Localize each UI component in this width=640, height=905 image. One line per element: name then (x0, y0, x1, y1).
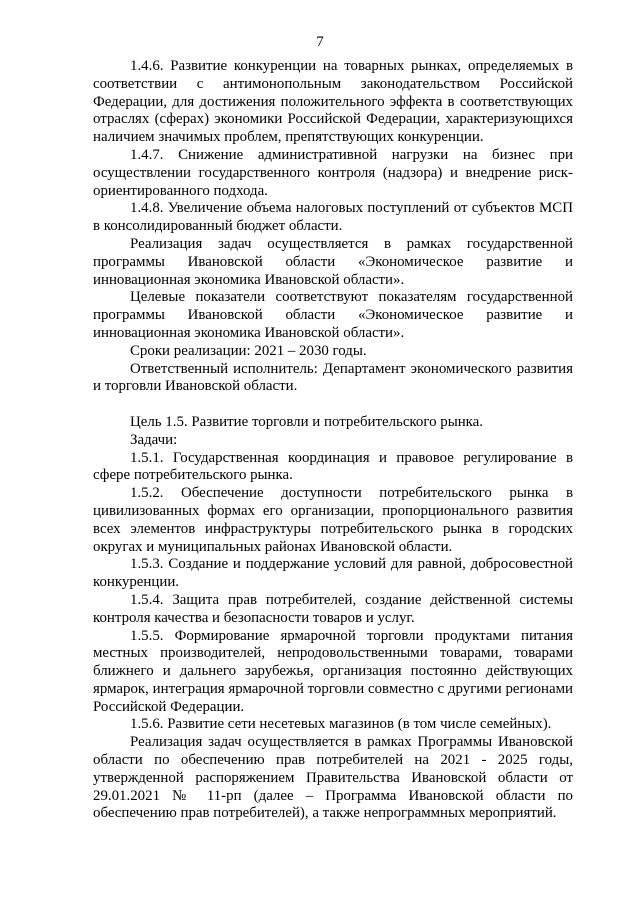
section-gap (93, 396, 573, 414)
page-number: 7 (316, 34, 324, 50)
document-body (93, 58, 573, 823)
paragraph-1-5-5: 1.5.5. Формирование ярмарочной торговли продуктами питания местных производителей, непродовольственными товарами, товарами ближнего и дальнего зарубежья, организация постоянно действующих ярмарок, интеграция ярмарочной торговли совместно с другими регионами Российской Федерации. (93, 627, 573, 715)
paragraph-timeline: Сроки реализации: 2021 – 2030 годы. (130, 342, 367, 359)
goal-heading: Цель 1.5. Развитие торговли и потребительского рынка. (130, 413, 484, 430)
paragraph-1-5-2: 1.5.2. Обеспечение доступности потребительского рынка в цивилизованных формах его организации, пропорционального развития всех элементов инфраструктуры потребительского рынка в городских округах и муниципальных районах Ивановской области. (93, 485, 573, 555)
paragraph-1-4-8: 1.4.8. Увеличение объема налоговых поступлений от субъектов МСП в консолидированный бюджет области. (93, 200, 573, 235)
paragraph-1-4-6: 1.4.6. Развитие конкуренции на товарных рынках, определяемых в соответствии с антимонопольным законодательством Российской Федерации, для достижения положительного эффекта в соответствующих отраслях (сферах) экономики Российской Федерации, характеризующихся наличием значимых проблем, препятствующих конкуренции. (93, 58, 573, 146)
paragraph-implementation: Реализация задач осуществляется в рамках государственной программы Ивановской области «Экономическое развитие и инновационная экономика Ивановской области». (93, 235, 573, 288)
paragraph-1-4-7: 1.4.7. Снижение административной нагрузки на бизнес при осуществлении государственного контроля (надзора) и внедрение риск-ориентированного подхода. (93, 146, 573, 199)
paragraph-consumer-program: Реализация задач осуществляется в рамках Программы Ивановской области по обеспечению прав потребителей на 2021 - 2025 годы, утвержденной распоряжением Правительства Ивановской области от 29.01.2021 № 11-рп (далее – Программа Ивановской области по обеспечению прав потребителей), а также непрограммных мероприятий. (93, 734, 573, 822)
paragraph-1-5-4: 1.5.4. Защита прав потребителей, создание действенной системы контроля качества и безопасности товаров и услуг. (93, 591, 573, 626)
paragraph-1-5-6: 1.5.6. Развитие сети несетевых магазинов (в том числе семейных). (130, 716, 552, 733)
paragraph-target-indicators: Целевые показатели соответствуют показателям государственной программы Ивановской области «Экономическое развитие и инновационная экономика Ивановской области». (93, 289, 573, 341)
paragraph-1-5-3: 1.5.3. Создание и поддержание условий для равной, добросовестной конкуренции. (93, 556, 573, 591)
paragraph-1-5-1: 1.5.1. Государственная координация и правовое регулирование в сфере потребительского рынка. (93, 449, 573, 484)
paragraph-responsible-executor: Ответственный исполнитель: Департамент экономического развития и торговли Ивановской области. (93, 360, 573, 395)
tasks-label: Задачи: (130, 431, 178, 448)
